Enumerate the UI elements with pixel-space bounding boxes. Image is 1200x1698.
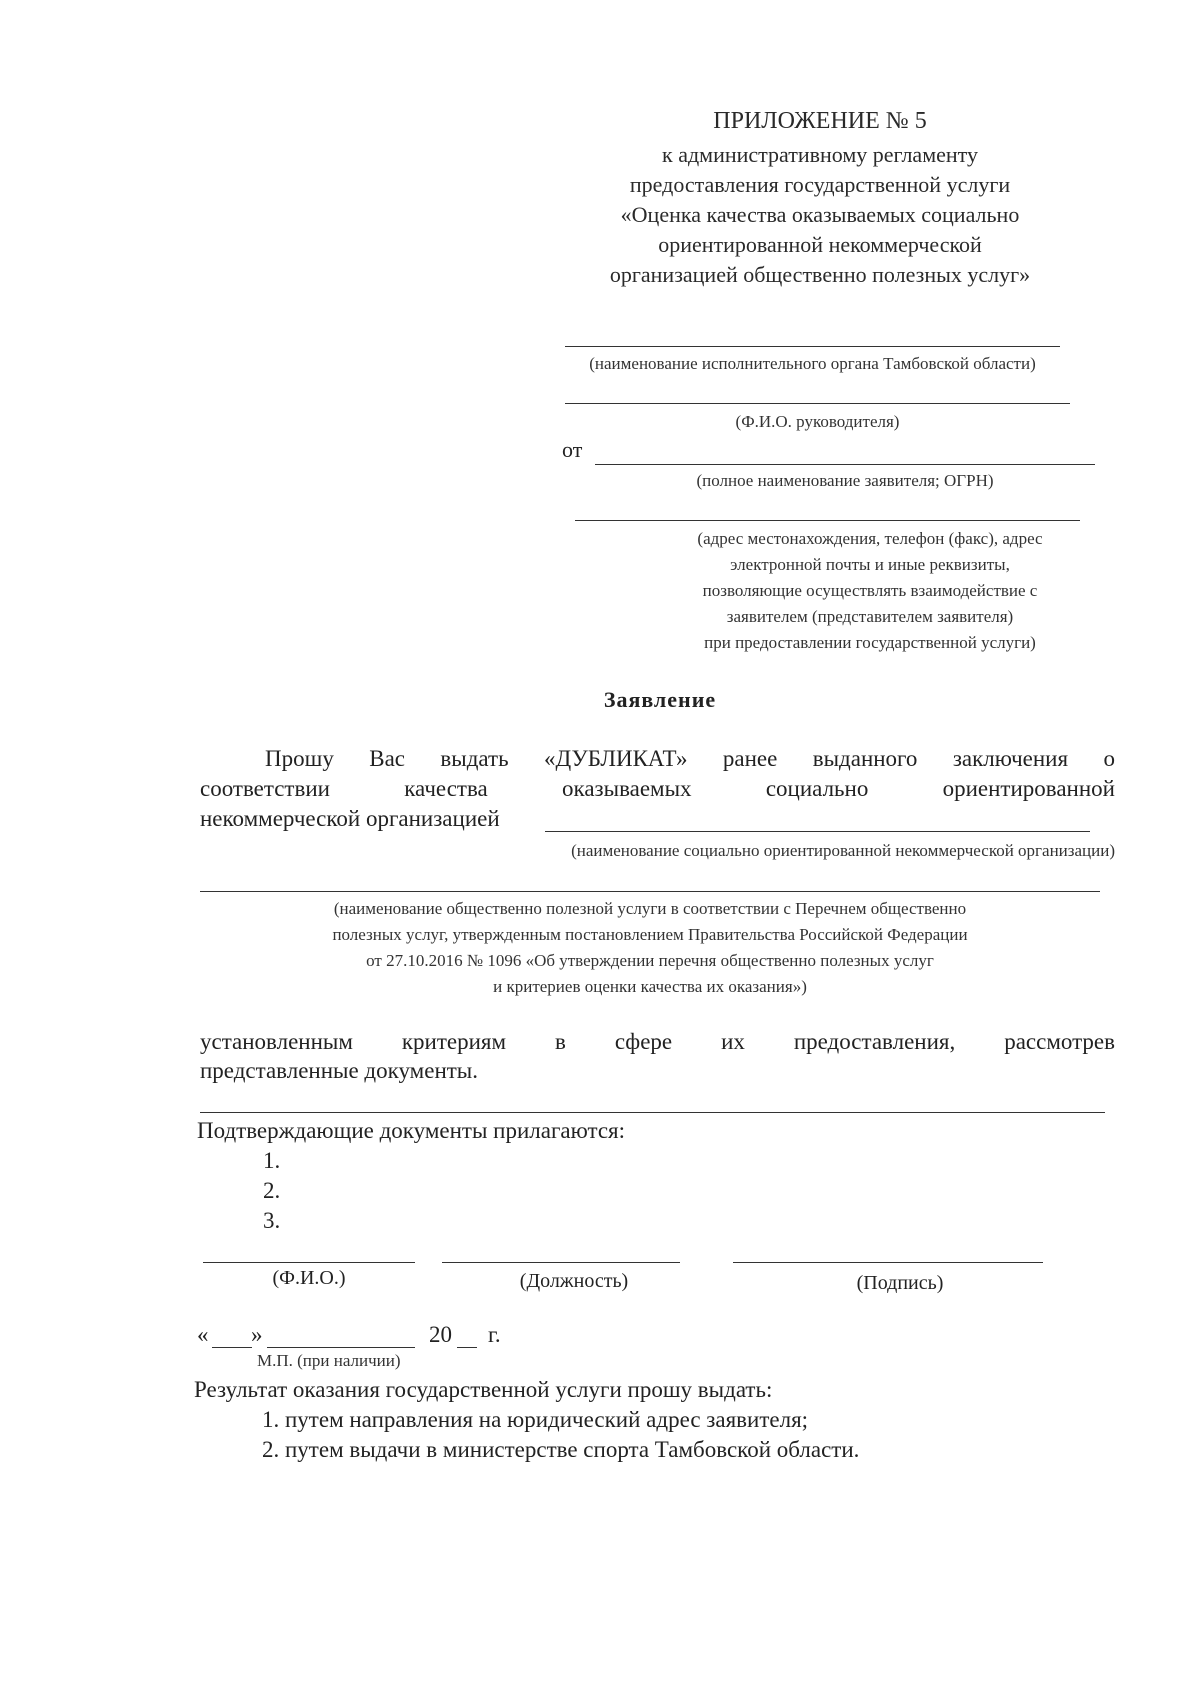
date-year-field[interactable] <box>457 1347 477 1348</box>
from-label: от <box>562 437 583 462</box>
applicant-caption: (полное наименование заявителя; ОГРН) <box>696 471 994 490</box>
date-close-quote: » <box>251 1322 263 1347</box>
nko-caption: (наименование социально ориентированной некоммерческой организации) <box>571 841 1115 860</box>
attachments-label: Подтверждающие документы прилагаются: <box>197 1118 626 1143</box>
contacts-caption-line: при предоставлении государственной услуги) <box>704 633 1036 652</box>
contacts-caption-line: заявителем (представителем заявителя) <box>726 607 1014 626</box>
word: социально <box>765 776 869 801</box>
service-caption-line: и критериев оценки качества их оказания») <box>493 977 807 996</box>
word: ранее <box>722 746 778 771</box>
position-field[interactable] <box>442 1262 680 1263</box>
head-name-caption: (Ф.И.О. руководителя) <box>735 412 900 431</box>
service-caption-line: (наименование общественно полезной услуги в соответствии с Перечнем общественно <box>333 899 967 918</box>
statement-line-2 <box>200 776 1115 802</box>
attachment-item: 1. <box>263 1148 281 1173</box>
statement-line-5: представленные документы. <box>200 1058 479 1083</box>
contacts-caption-line: позволяющие осуществлять взаимодействие с <box>702 581 1038 600</box>
word: рассмотрев <box>1004 1029 1115 1054</box>
applicant-name-field[interactable] <box>595 464 1095 465</box>
date-open-quote: « <box>197 1322 209 1347</box>
word: качества <box>404 776 488 801</box>
extra-field[interactable] <box>200 1112 1105 1113</box>
stamp-caption: М.П. (при наличии) <box>257 1351 401 1370</box>
service-caption-line: от 27.10.2016 № 1096 «Об утверждении перечня общественно полезных услуг <box>366 951 934 970</box>
date-year-suffix: г. <box>488 1322 501 1347</box>
word: критериям <box>401 1029 507 1054</box>
fio-field[interactable] <box>203 1262 415 1263</box>
word: выдать <box>440 746 509 771</box>
attachment-item: 3. <box>263 1208 281 1233</box>
date-month-field[interactable] <box>267 1347 415 1348</box>
result-label: Результат оказания государственной услуги прошу выдать: <box>194 1377 773 1402</box>
date-day-field[interactable] <box>212 1347 252 1348</box>
nko-name-field[interactable] <box>545 831 1090 832</box>
word: «ДУБЛИКАТ» <box>543 746 688 771</box>
signature-field[interactable] <box>733 1262 1043 1263</box>
statement-line-4 <box>200 1029 1115 1055</box>
signature-caption: (Подпись) <box>856 1272 944 1294</box>
result-option: 2. путем выдачи в министерстве спорта Тамбовской области. <box>262 1437 860 1462</box>
date-year-prefix: 20 <box>429 1322 452 1347</box>
word: сфере <box>614 1029 673 1054</box>
statement-line-1 <box>265 746 1115 772</box>
word: оказываемых <box>562 776 692 801</box>
word: о <box>1103 746 1115 771</box>
contacts-caption-line: электронной почты и иные реквизиты, <box>730 555 1010 574</box>
word: выданного <box>812 746 918 771</box>
attachment-item: 2. <box>263 1178 281 1203</box>
header-line: «Оценка качества оказываемых социально <box>620 202 1020 227</box>
fio-caption: (Ф.И.О.) <box>272 1267 346 1289</box>
word: в <box>555 1029 566 1054</box>
word: предоставления, <box>793 1029 956 1054</box>
word: соответствии <box>200 776 330 801</box>
head-name-field[interactable] <box>565 403 1070 404</box>
header-line: к административному регламенту <box>662 142 978 167</box>
word: ориентированной <box>942 776 1115 801</box>
statement-line-3: некоммерческой организацией <box>200 806 500 831</box>
word: заключения <box>952 746 1069 771</box>
word: Прошу <box>265 746 334 771</box>
service-caption-line: полезных услуг, утвержденным постановлением Правительства Российской Федерации <box>332 925 968 944</box>
contacts-caption-line: (адрес местонахождения, телефон (факс), адрес <box>697 529 1043 548</box>
organ-name-field[interactable] <box>565 346 1060 347</box>
result-option: 1. путем направления на юридический адрес заявителя; <box>262 1407 809 1432</box>
applicant-contacts-field[interactable] <box>575 520 1080 521</box>
organ-name-caption: (наименование исполнительного органа Тамбовской области) <box>589 354 1036 373</box>
header-line: предоставления государственной услуги <box>629 172 1011 197</box>
header-line: организацией общественно полезных услуг» <box>609 262 1031 287</box>
header-line: ориентированной некоммерческой <box>658 232 982 257</box>
service-name-field[interactable] <box>200 891 1100 892</box>
appendix-title: ПРИЛОЖЕНИЕ № 5 <box>713 108 927 134</box>
word: Вас <box>369 746 405 771</box>
statement-title: Заявление <box>603 687 717 712</box>
word: их <box>721 1029 745 1054</box>
word: установленным <box>200 1029 353 1054</box>
position-caption: (Должность) <box>519 1270 629 1292</box>
